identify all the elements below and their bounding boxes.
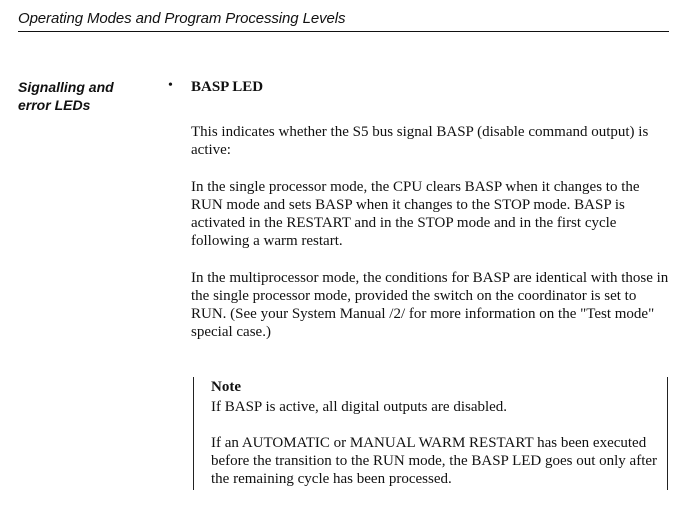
section-title: BASP LED — [191, 79, 264, 95]
side-heading-line-2: error LEDs — [18, 97, 91, 113]
body-paragraph: This indicates whether the S5 bus signal BASP (disable command output) is active: — [191, 124, 649, 158]
side-heading-line-1: Signalling and — [18, 79, 114, 95]
note-right-bar — [667, 377, 668, 490]
side-heading — [18, 78, 158, 114]
note-title: Note — [211, 379, 241, 395]
bullet-icon: • — [168, 78, 173, 93]
note-paragraph: If BASP is active, all digital outputs are disabled. — [211, 399, 508, 415]
note-left-bar — [193, 377, 194, 490]
running-header: Operating Modes and Program Processing Levels — [18, 10, 346, 27]
body-paragraph: In the multiprocessor mode, the conditions for BASP are identical with those in the single processor mode, provided the switch on the coordinator is set to RUN. (See your System Manual /2/ for more information on the "Test mode" special case.) — [191, 270, 669, 340]
header-rule — [18, 31, 669, 32]
note-paragraph: If an AUTOMATIC or MANUAL WARM RESTART has been executed before the transition to the RUN mode, the BASP LED goes out only after the remaining cycle has been processed. — [211, 435, 658, 487]
body-paragraph: In the single processor mode, the CPU clears BASP when it changes to the RUN mode and sets BASP when it changes to the STOP mode. BASP is activated in the RESTART and in the STOP mode and in the first cycle following a warm restart. — [191, 179, 640, 249]
